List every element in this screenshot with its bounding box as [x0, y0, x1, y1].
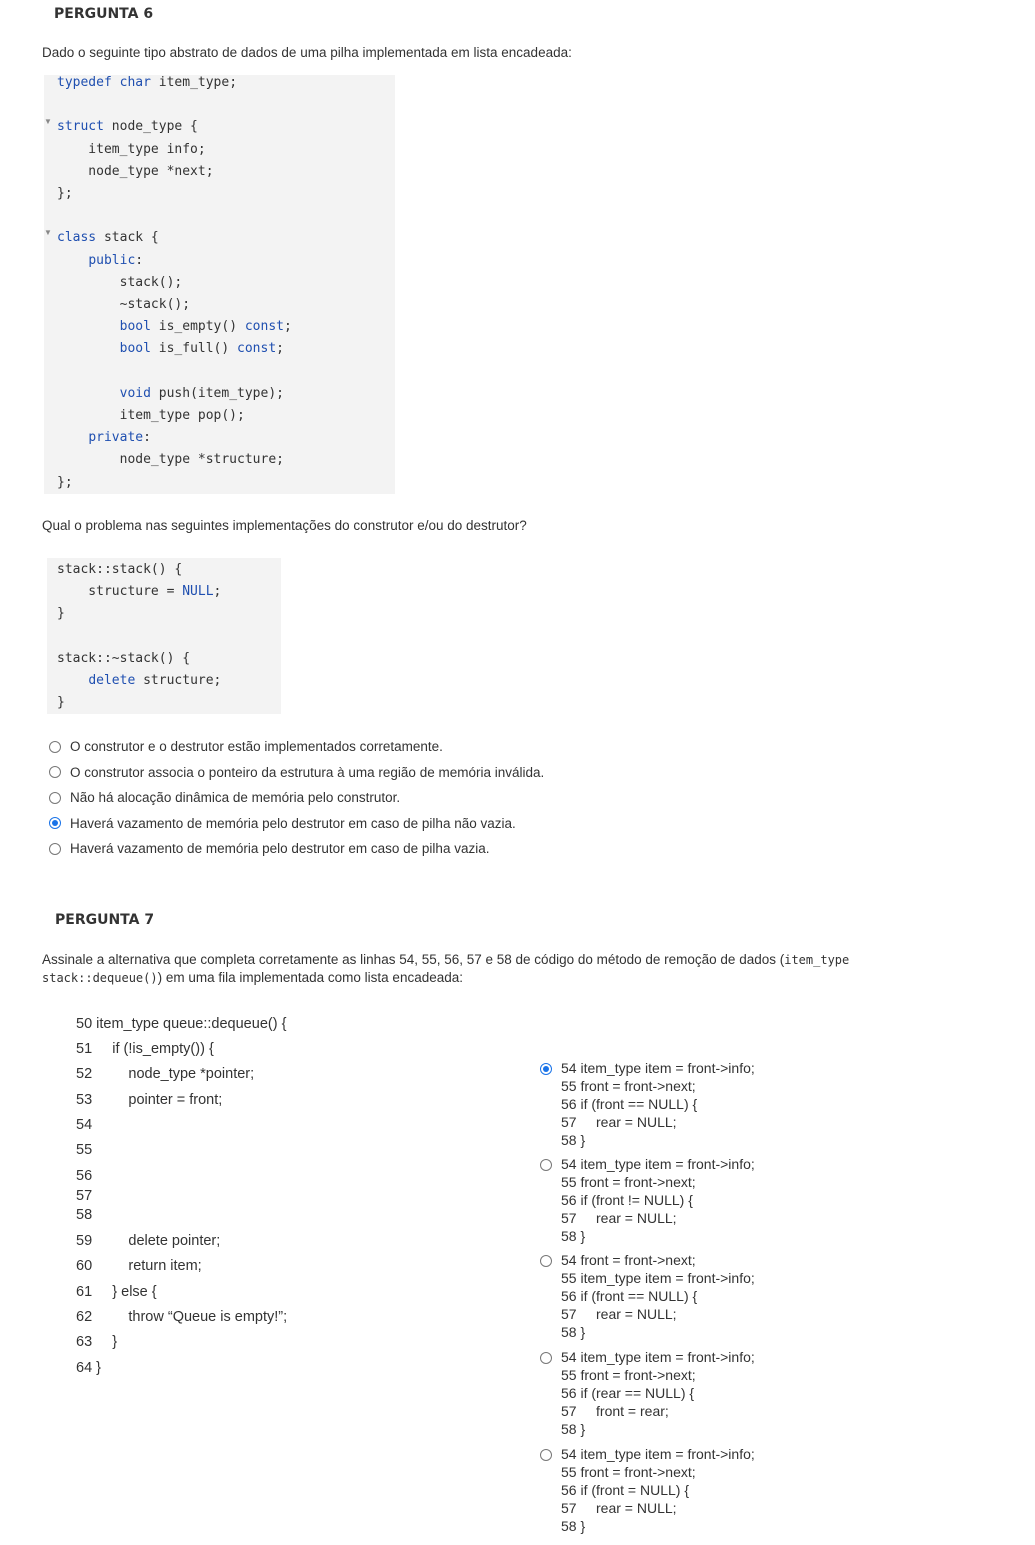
q6-option-label: O construtor e o destrutor estão implementados corretamente. [70, 739, 443, 755]
q7-intro-line2 [42, 970, 463, 985]
radio-button[interactable] [49, 741, 61, 753]
q6-option-label: O construtor associa o ponteiro da estrutura à uma região de memória inválida. [70, 764, 545, 780]
q6-option[interactable] [49, 760, 544, 786]
q6-title: PERGUNTA 6 [54, 6, 154, 22]
radio-button[interactable] [540, 1159, 552, 1171]
q7-listing-line: 60 return item; [76, 1258, 202, 1274]
q7-listing-line: 56 [76, 1168, 93, 1184]
q7-option[interactable] [540, 1155, 755, 1245]
q7-option[interactable] [540, 1059, 755, 1149]
q7-intro-text: Assinale a alternativa que completa corretamente as linhas 54, 55, 56, 57 e 58 de código do método de remoção de dados ( [42, 952, 785, 967]
q7-option-code: 54 front = front->next; 55 item_type item = front->info; 56 if (front == NULL) { 57 rear = NULL; 58 } [561, 1252, 755, 1340]
fold-arrow-icon[interactable]: ▼ [44, 228, 52, 237]
q7-listing-line: 55 [76, 1142, 93, 1158]
radio-button[interactable] [49, 817, 61, 829]
q6-option[interactable] [49, 734, 544, 760]
q6-option-label: Não há alocação dinâmica de memória pelo construtor. [70, 790, 401, 806]
q7-option[interactable] [540, 1251, 755, 1341]
q7-listing-line: 62 throw “Queue is empty!”; [76, 1309, 288, 1325]
radio-button[interactable] [49, 792, 61, 804]
q7-listing-line: 52 node_type *pointer; [76, 1066, 255, 1082]
q6-code-impl: stack::stack() { structure = NULL; } stack::~stack() { delete structure; } [57, 562, 222, 711]
q6-option[interactable] [49, 836, 544, 862]
q7-listing-line: 58 [76, 1207, 93, 1223]
q7-listing-line: 64 } [76, 1360, 101, 1376]
fold-arrow-icon[interactable]: ▼ [44, 117, 52, 126]
q7-listing-line: 50 item_type queue::dequeue() { [76, 1016, 287, 1032]
q7-intro-code: item_type [784, 953, 850, 967]
q7-option[interactable] [540, 1348, 755, 1438]
q7-listing-line: 51 if (!is_empty()) { [76, 1041, 214, 1057]
q6-option-label: Haverá vazamento de memória pelo destrutor em caso de pilha vazia. [70, 841, 490, 857]
radio-button[interactable] [540, 1063, 552, 1075]
q6-code-adt: typedef char item_type; struct node_type { item_type info; node_type *next; }; class stack { public: stack(); ~stack(); bool is_empty() const; bool is_full() const; void push(item_type); item_type pop(); private: node_type *structure; }; [57, 75, 292, 490]
radio-button[interactable] [49, 843, 61, 855]
radio-button[interactable] [540, 1255, 552, 1267]
q6-option[interactable] [49, 811, 544, 837]
q6-intro: Dado o seguinte tipo abstrato de dados de uma pilha implementada em lista encadeada: [42, 45, 572, 60]
radio-button[interactable] [540, 1449, 552, 1461]
q7-intro [42, 952, 849, 967]
q7-option-code: 54 item_type item = front->info; 55 front = front->next; 56 if (front != NULL) { 57 rear = NULL; 58 } [561, 1156, 755, 1244]
q6-option-label: Haverá vazamento de memória pelo destrutor em caso de pilha não vazia. [70, 815, 516, 831]
q7-listing-line: 53 pointer = front; [76, 1092, 223, 1108]
q6-question: Qual o problema nas seguintes implementações do construtor e/ou do destrutor? [42, 518, 527, 533]
radio-button[interactable] [49, 766, 61, 778]
q7-listing-line: 57 [76, 1188, 93, 1204]
q6-options [49, 734, 544, 862]
q7-option-code: 54 item_type item = front->info; 55 front = front->next; 56 if (front = NULL) { 57 rear = NULL; 58 } [561, 1446, 755, 1534]
q7-title: PERGUNTA 7 [55, 912, 155, 928]
q7-listing-line: 59 delete pointer; [76, 1233, 221, 1249]
q7-listing-line: 54 [76, 1117, 93, 1133]
radio-button[interactable] [540, 1352, 552, 1364]
q7-listing-line: 63 } [76, 1334, 118, 1350]
q7-option-code: 54 item_type item = front->info; 55 front = front->next; 56 if (rear == NULL) { 57 front = rear; 58 } [561, 1349, 755, 1437]
q7-intro-code: stack::dequeue() [42, 971, 158, 985]
q7-intro-text: ) em uma fila implementada como lista encadeada: [157, 970, 463, 985]
q7-option-code: 54 item_type item = front->info; 55 front = front->next; 56 if (front == NULL) { 57 rear = NULL; 58 } [561, 1060, 755, 1148]
q7-listing-line: 61 } else { [76, 1284, 157, 1300]
q6-option[interactable] [49, 785, 544, 811]
q7-option[interactable] [540, 1445, 755, 1535]
